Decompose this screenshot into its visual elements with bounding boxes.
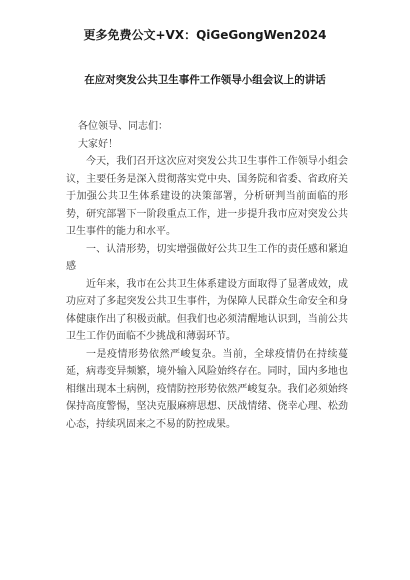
greeting-paragraph: 大家好！ xyxy=(78,138,118,150)
document-title: 在应对突发公共卫生事件工作领导小组会议上的讲话 xyxy=(84,74,326,86)
intro-paragraph: 今天，我们召开这次应对突发公共卫生事件工作领导小组会议，主要任务是深入贯彻落实党中央、国务院和省委、省政府关于加强公共卫生体系建设的决策部署，分析研判当前面临的形势，研究部署下一阶段重点工作，进一步提升我市应对突发公共卫生事件的能力和水平。 xyxy=(66,156,348,237)
body-paragraph: 近年来，我市在公共卫生体系建设方面取得了显著成效，成功应对了多起突发公共卫生事件，为保障人民群众生命安全和身体健康作出了积极贡献。但我们也必须清醒地认识到，当前公共卫生工作仍面临不少挑战和薄弱环节。 xyxy=(66,278,348,342)
body-paragraph: 一是疫情形势依然严峻复杂。当前，全球疫情仍在持续蔓延，病毒变异频繁，境外输入风险始终存在。同时，国内多地也相继出现本土病例，疫情防控形势依然严峻复杂。我们必须始终保持高度警惕，坚决克服麻痹思想、厌战情绪、侥幸心理、松劲心态，持续巩固来之不易的防控成果。 xyxy=(66,348,348,430)
section-heading: 一、认清形势，切实增强做好公共卫生工作的责任感和紧迫感 xyxy=(66,243,348,272)
salutation-paragraph: 各位领导、同志们： xyxy=(78,121,168,132)
document-header: 更多免费公文+VX：QiGeGongWen2024 xyxy=(83,28,327,42)
document-body xyxy=(66,118,348,433)
